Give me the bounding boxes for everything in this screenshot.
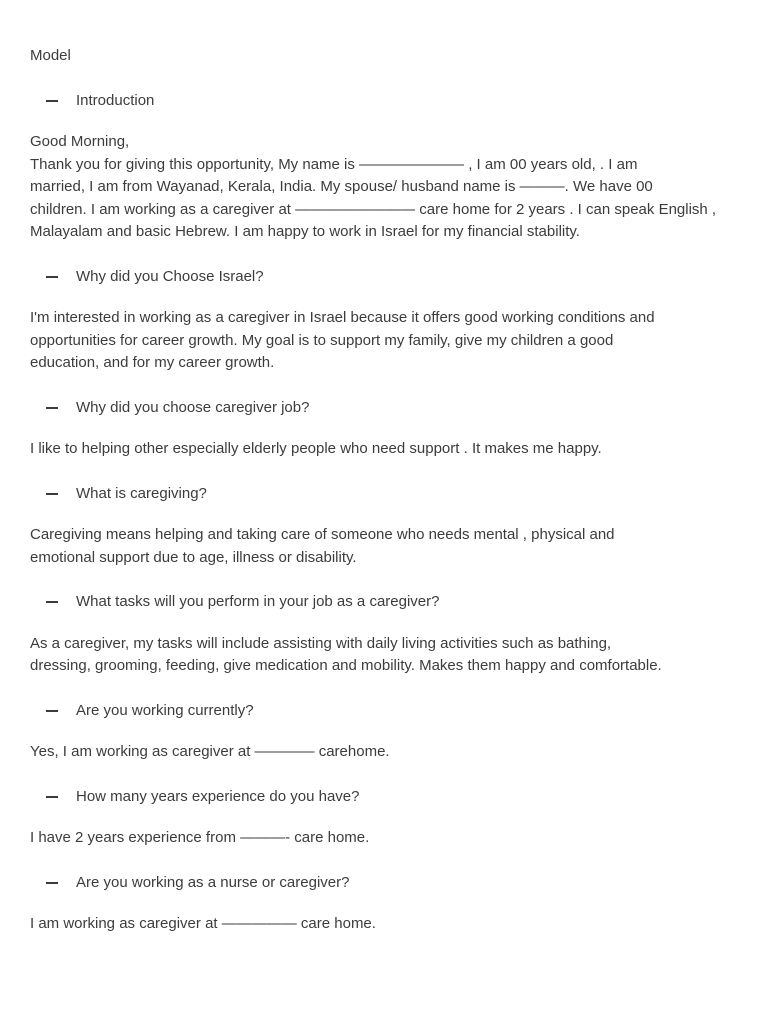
- answer-line: opportunities for career growth. My goal is to support my family, give my children a good: [30, 331, 614, 349]
- dash-bullet-icon: [46, 100, 58, 102]
- dash-bullet-icon: [46, 493, 58, 495]
- document-title: Model: [30, 47, 71, 64]
- dash-bullet-icon: [46, 796, 58, 798]
- question-item: [30, 872, 742, 895]
- document-page: [30, 45, 742, 958]
- dash-bullet-icon: [46, 710, 58, 712]
- answer-line: Yes, I am working as caregiver at ———— carehome.: [30, 743, 390, 760]
- answer-line: dressing, grooming, feeding, give medication and mobility. Makes them happy and comfortable.: [30, 657, 662, 674]
- answer-paragraph: [30, 524, 742, 569]
- question-item: [30, 483, 742, 506]
- answer-line: Caregiving means helping and taking care of someone who needs mental , physical and: [30, 526, 615, 543]
- answer-line: I like to helping other especially elderly people who need support . It makes me happy.: [30, 440, 602, 457]
- answer-line: Good Morning,: [30, 133, 130, 150]
- dash-bullet-icon: [46, 601, 58, 603]
- answer-paragraph: [30, 633, 742, 678]
- question-item: [30, 591, 742, 614]
- dash-bullet-icon: [46, 407, 58, 409]
- answer-line: Thank you for giving this opportunity, My name is ——————— , I am 00 years old, . I am: [30, 155, 638, 173]
- question-item: [30, 786, 742, 809]
- answer-paragraph: [30, 307, 742, 375]
- question-text: Are you working as a nurse or caregiver?: [76, 873, 350, 891]
- answer-line: I am working as caregiver at ————— care home.: [30, 915, 376, 932]
- answer-line: I'm interested in working as a caregiver in Israel because it offers good working conditions and: [30, 309, 655, 326]
- question-text: What tasks will you perform in your job as a caregiver?: [76, 593, 440, 610]
- question-text: Why did you Choose Israel?: [76, 267, 264, 285]
- question-text: Why did you choose caregiver job?: [76, 398, 310, 416]
- answer-paragraph: [30, 827, 742, 850]
- answer-line: emotional support due to age, illness or disability.: [30, 548, 357, 566]
- question-text: Are you working currently?: [76, 701, 254, 719]
- answer-line: I have 2 years experience from ———- care home.: [30, 829, 370, 846]
- dash-bullet-icon: [46, 882, 58, 884]
- question-item: [30, 266, 742, 289]
- question-text: How many years experience do you have?: [76, 787, 360, 805]
- question-item: [30, 700, 742, 723]
- answer-line: education, and for my career growth.: [30, 354, 275, 371]
- answer-line: children. I am working as a caregiver at ———————— care home for 2 years . I can speak English ,: [30, 200, 717, 218]
- answer-line: married, I am from Wayanad, Kerala, India. My spouse/ husband name is ———. We have 00: [30, 178, 653, 195]
- answer-paragraph: [30, 438, 742, 461]
- question-text: Introduction: [76, 91, 155, 109]
- answer-paragraph: [30, 741, 742, 764]
- answer-line: As a caregiver, my tasks will include assisting with daily living activities such as bathing,: [30, 634, 612, 652]
- question-text: What is caregiving?: [76, 484, 207, 502]
- dash-bullet-icon: [46, 276, 58, 278]
- answer-line: Malayalam and basic Hebrew. I am happy to work in Israel for my financial stability.: [30, 223, 580, 240]
- question-item: [30, 90, 742, 113]
- answer-paragraph: [30, 913, 742, 936]
- question-item: [30, 397, 742, 420]
- answer-paragraph: [30, 131, 742, 244]
